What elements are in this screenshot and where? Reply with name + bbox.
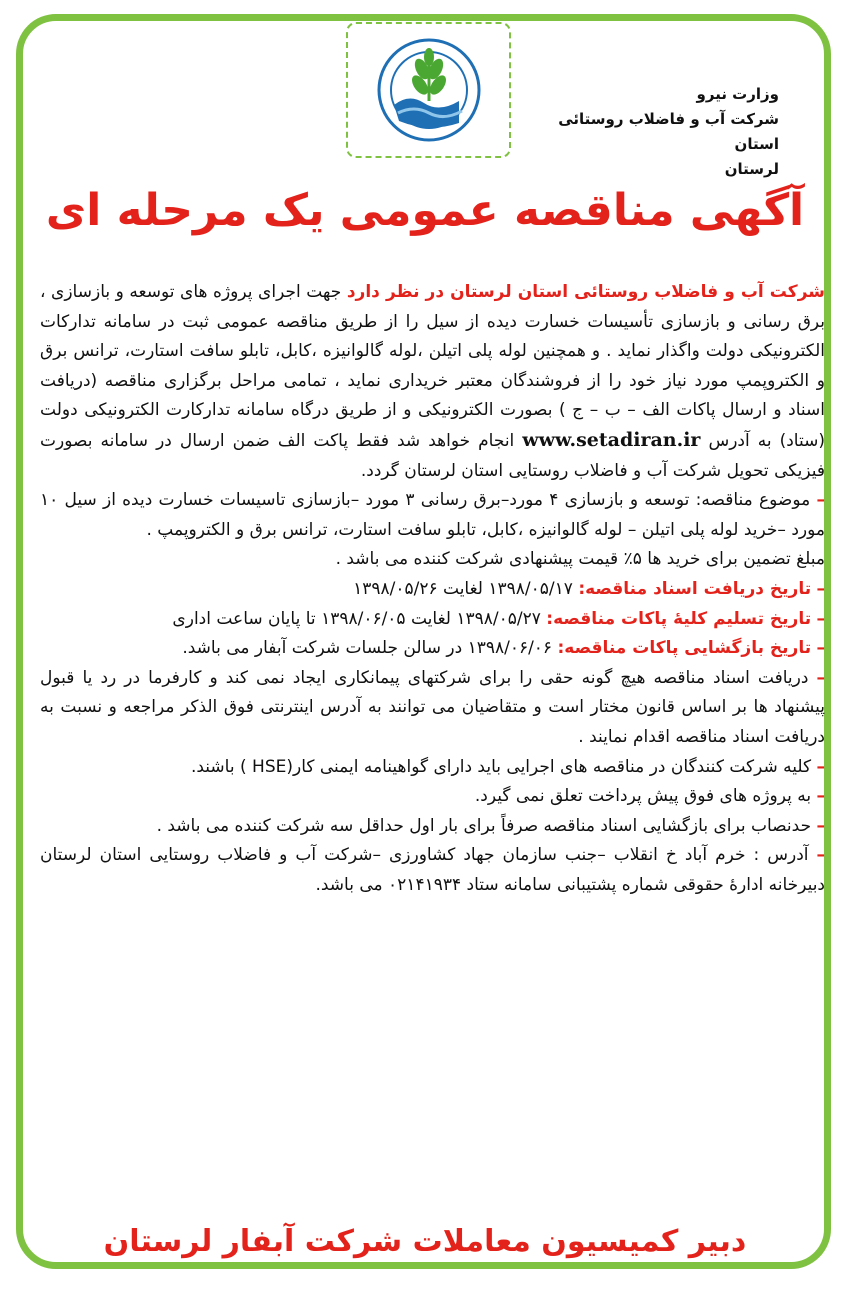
open-date-item (40, 634, 825, 664)
company-line: شرکت آب و فاضلاب روستائی استان (558, 110, 779, 153)
company-logo-icon (374, 35, 484, 145)
province-line: لرستان (724, 160, 779, 178)
note-text: حدنصاب برای بازگشایی اسناد مناقصه صرفاً برای بار اول حداقل سه شرکت کننده می باشد . (156, 815, 812, 836)
receive-date-value: ۱۳۹۸/۰۵/۱۷ لغایت ۱۳۹۸/۰۵/۲۶ (353, 578, 579, 599)
intro-text-end: انجام خواهد شد فقط پاکت الف ضمن ارسال در سامانه بصورت فیزیکی تحویل شرکت آب و فاضلاب روستایی استان لرستان گردد. (40, 430, 825, 481)
submit-date-item (40, 605, 825, 635)
bullet-dash: – (816, 815, 825, 836)
bullet-dash: – (816, 667, 825, 688)
open-date-value: ۱۳۹۸/۰۶/۰۶ در سالن جلسات شرکت آبفار می باشد. (182, 638, 558, 659)
bullet-dash: – (816, 845, 825, 866)
logo-frame (346, 22, 511, 158)
note-item (40, 664, 825, 753)
bullet-dash: – (816, 638, 825, 659)
note-item (40, 753, 825, 783)
setad-url-link[interactable]: www.setadiran.ir (522, 428, 701, 451)
bullet-dash: – (816, 608, 825, 629)
address-item (40, 841, 825, 900)
bullet-dash: – (816, 490, 825, 511)
open-date-label: تاریخ بازگشایی پاکات مناقصه: (557, 638, 812, 659)
note-text: کلیه شرکت کنندگان در مناقصه های اجرایی باید دارای گواهینامه ایمنی کار(HSE ) باشند. (190, 756, 812, 777)
intro-lead: شرکت آب و فاضلاب روستائی استان لرستان در نظر دارد (346, 282, 825, 302)
submit-date-label: تاریخ تسلیم کلیهٔ پاکات مناقصه: (546, 608, 812, 629)
subject-text: موضوع مناقصه: توسعه و بازسازی ۴ مورد–برق رسانی ۳ مورد –بازسازی تاسیسات خسارت دیده از سیل ۱۰ مورد –خرید لوله پلی اتیلن – لوله گالوانیزه ،کابل، تابلو سافت استارت، ترانس برق و الکتروپمپ . (40, 490, 825, 540)
bullet-dash: – (816, 786, 825, 807)
announcement-body (40, 278, 825, 900)
bullet-dash: – (816, 578, 825, 599)
organization-name (549, 82, 779, 182)
note-item (40, 812, 825, 842)
submit-date-value: ۱۳۹۸/۰۵/۲۷ لغایت ۱۳۹۸/۰۶/۰۵ تا پایان ساعت اداری (172, 608, 547, 629)
ministry-line: وزارت نیرو (696, 85, 779, 103)
subject-item (40, 486, 825, 545)
address-text: آدرس : خرم آباد خ انقلاب –جنب سازمان جهاد کشاورزی –شرکت آب و فاضلاب روستایی استان لرستان دبیرخانه ادارهٔ حقوقی شماره پشتیبانی سامانه ستاد ۰۲۱۴۱۹۳۴ می باشد. (40, 845, 825, 895)
intro-text: جهت اجرای پروژه های توسعه و بازسازی ، برق رسانی و بازسازی تأسیسات خسارت دیده از سیل را از طریق مناقصه عمومی ثبت در سامانه تدارکات الکترونیکی دولت واگذار نماید . و همچنین لوله پلی اتیلن ،لوله گالوانیزه ،کابل، تابلو سافت استارت، ترانس برق و الکتروپمپ مورد نیاز خود را از فروشندگان معتبر خریداری نماید ، تمامی مراحل برگزاری مناقصه (دریافت اسناد و ارسال پاکات الف – ب – ج ) بصورت الکترونیکی و از طریق درگاه سامانه تدارکارت الکترونیکی دولت (ستاد) به آدرس (40, 282, 825, 451)
note-item (40, 782, 825, 812)
note-text: به پروژه های فوق پیش پرداخت تعلق نمی گیرد. (474, 786, 812, 807)
announcement-title: آگهی مناقصه عمومی یک مرحله ای (45, 185, 805, 236)
footer-signature: دبیر کمیسیون معاملات شرکت آبفار لرستان (103, 1224, 747, 1259)
receive-date-item (40, 575, 825, 605)
header (0, 0, 851, 178)
intro-paragraph (40, 278, 825, 486)
bullet-dash: – (816, 756, 825, 777)
receive-date-label: تاریخ دریافت اسناد مناقصه: (578, 578, 812, 599)
guarantee-text: مبلغ تضمین برای خرید ها ۵٪ قیمت پیشنهادی شرکت کننده می باشد . (335, 549, 825, 570)
note-text: دریافت اسناد مناقصه هیچ گونه حقی را برای شرکتهای پیمانکاری ایجاد نمی کند و کارفرما در رد یا قبول پیشنهاد ها بر اساس قانون مختار است و متقاضیان می توانند به آدرس اینترنتی فوق الذکر مراجعه و نسبت به دریافت اسناد مناقصه اقدام نمایند . (40, 667, 825, 747)
